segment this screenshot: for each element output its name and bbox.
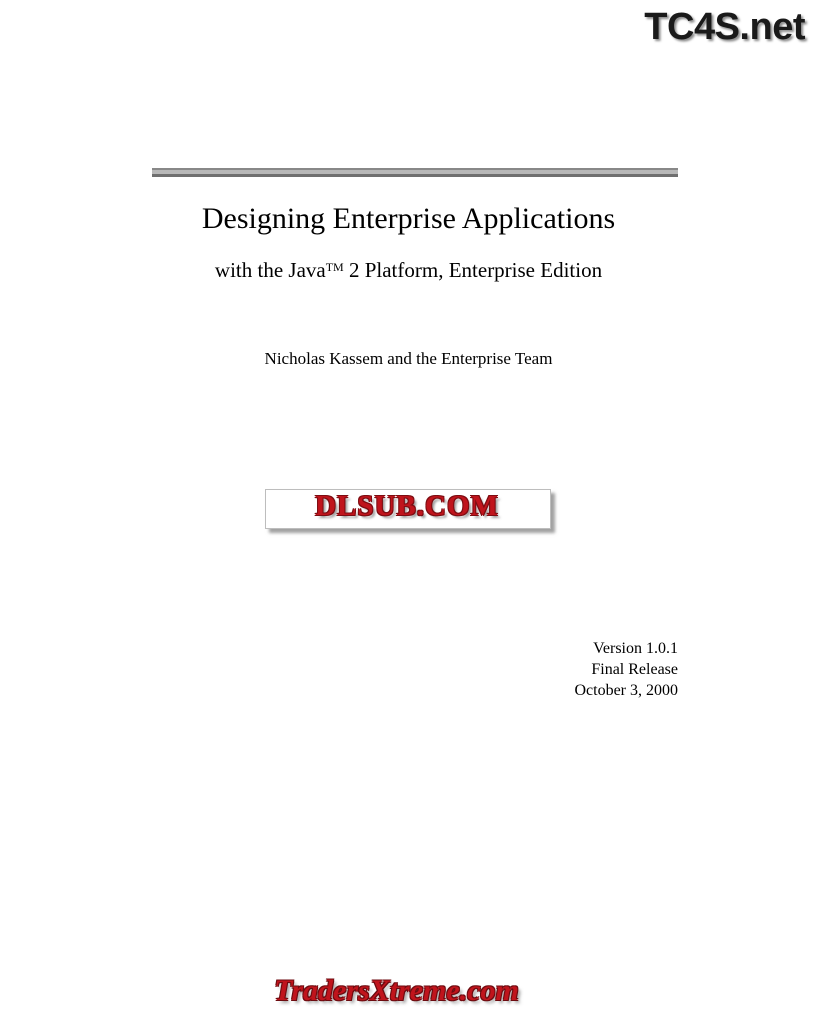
page-subtitle (0, 252, 817, 285)
dlsub-stamp-watermark (262, 486, 552, 530)
title-divider-rule (152, 168, 678, 177)
title-block (0, 200, 817, 371)
bottom-watermark: TradersXtreme.com (274, 974, 519, 1007)
top-right-watermark: TC4S.net (644, 6, 805, 48)
trademark-mark: TM (325, 260, 344, 274)
author-line: Nicholas Kassem and the Enterprise Team (264, 349, 553, 368)
page-title: Designing Enterprise Applications (201, 202, 616, 235)
subtitle-suffix: 2 Platform, Enterprise Edition (343, 258, 603, 282)
subtitle-prefix: with the Java (214, 258, 326, 282)
release-status: Final Release (591, 661, 678, 678)
release-date: October 3, 2000 (574, 682, 678, 699)
version-number: Version 1.0.1 (593, 640, 678, 657)
version-block (574, 638, 678, 701)
stamp-label: DLSUB.COM (315, 490, 499, 522)
